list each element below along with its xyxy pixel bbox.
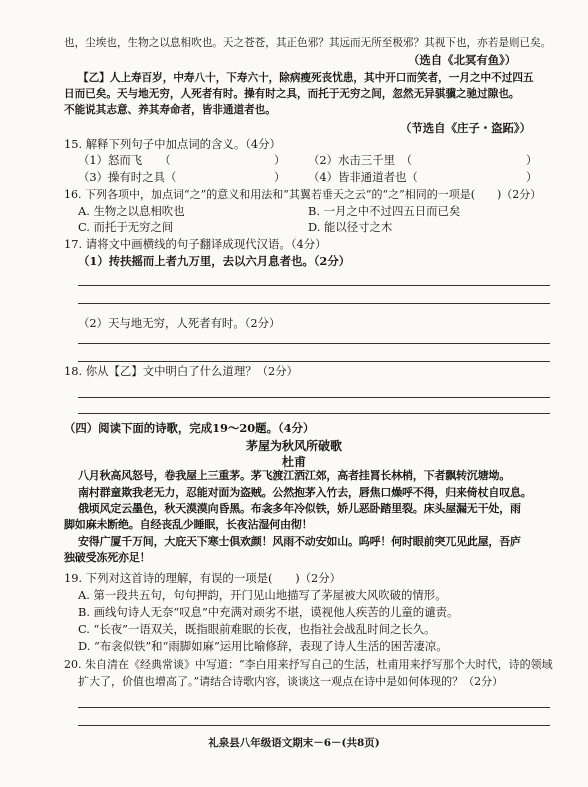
passage-a-line: 也，尘埃也，生物之以息相吹也。天之苍苍，其正色邪？其远而无所至极邪？其视下也，亦若是则已矣。 bbox=[64, 37, 552, 49]
q17-stem: 17. 请将文中画横线的句子翻译成现代汉语。（4分） bbox=[64, 237, 327, 251]
q16-option-b: B. 一月之中不过四五日而已矣 bbox=[308, 204, 461, 218]
poem-author: 杜甫 bbox=[281, 455, 306, 469]
q15-item-1: （1）怒而飞 （ bbox=[78, 153, 171, 167]
poem-line: 八月秋高风怒号，卷我屋上三重茅。茅飞渡江洒江郊，高者挂罥长林梢，下者飘转沉塘坳。 bbox=[78, 469, 510, 482]
passage-b-line: 不能说其志意、养其寿命者，皆非通道者也。 bbox=[64, 104, 276, 116]
q19-option-a: A. 第一段共五句，句句押韵，开门见山地描写了茅屋被大风吹破的情形。 bbox=[78, 588, 447, 602]
q16-stem: 16. 下列各项中，加点词“之”的意义和用法和“其翼若垂天之云”的“之”相同的一项是( )（2分） bbox=[64, 188, 542, 201]
answer-line[interactable] bbox=[78, 303, 550, 304]
poem-line: 脚如麻未断绝。自经丧乱少睡眠，长夜沾湿何由彻！ bbox=[64, 518, 313, 531]
q19-stem: 19. 下列对这首诗的理解，有误的一项是( )（2分） bbox=[64, 571, 342, 585]
answer-line[interactable] bbox=[78, 361, 550, 362]
q15-item-2: （2）水击三千里 （ bbox=[308, 153, 413, 167]
q15-item-4-close: ） bbox=[526, 170, 538, 184]
q18-stem: 18. 你从【乙】文中明白了什么道理？（2分） bbox=[64, 364, 299, 378]
q20-stem-line: 20. 朱自清在《经典常谈》中写道：“李白用来抒写自己的生活，杜甫用来抒写那个大时代，诗的领域 bbox=[64, 658, 553, 671]
answer-line[interactable] bbox=[78, 397, 550, 398]
section-4-heading: （四）阅读下面的诗歌，完成19～20题。（4分） bbox=[64, 421, 315, 435]
answer-line[interactable] bbox=[78, 707, 550, 708]
passage-b-line: 日而已矣。天与地无穷，人死者有时。操有时之具，而托于无穷之间，忽然无异骐骥之驰过隙也。 bbox=[64, 88, 520, 100]
q15-item-3: （3）操有时之具（ bbox=[78, 170, 177, 184]
answer-line[interactable] bbox=[78, 725, 550, 726]
q15-item-4: （4）皆非通道者也（ bbox=[308, 170, 418, 184]
answer-line[interactable] bbox=[78, 285, 550, 286]
poem-line: 安得广厦千万间，大庇天下寒士俱欢颜！风雨不动安如山。呜呼！何时眼前突兀见此屋，吾庐 bbox=[78, 535, 521, 548]
poem-title: 茅屋为秋风所破歌 bbox=[245, 439, 342, 453]
answer-line[interactable] bbox=[78, 413, 550, 414]
page-footer: 礼泉县八年级语文期末－6－(共8页) bbox=[208, 737, 380, 749]
q17-sub-1: （1）抟扶摇而上者九万里，去以六月息者也。（2分） bbox=[78, 254, 351, 268]
passage-b-line: 【乙】人上寿百岁，中寿八十，下寿六十，除病瘦死丧忧患，其中开口而笑者，一月之中不过四五 bbox=[78, 72, 534, 84]
passage-b-source: （节选自《庄子・盗跖》） bbox=[400, 121, 531, 135]
q16-option-a: A. 生物之以息相吹也 bbox=[78, 204, 185, 218]
q19-option-d: D. “布衾似铁”和“雨脚如麻”运用比喻修辞，表现了诗人生活的困苦凄凉。 bbox=[78, 639, 448, 653]
answer-line[interactable] bbox=[78, 343, 550, 344]
q15-item-1-close: ） bbox=[274, 153, 286, 167]
q20-stem-line: 扩大了，价值也增高了。”请结合诗歌内容，谈谈这一观点在诗中是如何体现的？（2分） bbox=[78, 675, 504, 688]
q16-option-d: D. 能以径寸之木 bbox=[308, 220, 393, 234]
q15-item-3-close: ） bbox=[274, 170, 286, 184]
poem-line: 南村群童欺我老无力，忍能对面为盗贼。公然抱茅入竹去，唇焦口燥呼不得，归来倚杖自叹息。 bbox=[78, 486, 532, 499]
passage-a-source: （选自《北冥有鱼》） bbox=[408, 53, 517, 67]
q19-option-b: B. 画线句诗人无奈“叹息”中充满对顽劣不堪，谟视他人疾苦的儿童的谴责。 bbox=[78, 605, 459, 619]
q16-option-c: C. 而托于无穷之间 bbox=[78, 220, 174, 234]
q15-item-2-close: ） bbox=[526, 153, 538, 167]
q15-stem: 15. 解释下列句子中加点词的含义。（4分） bbox=[64, 137, 281, 151]
poem-line: 俄顷风定云墨色，秋天漠漠向昏黑。布衾多年冷似铁，娇儿恶卧踏里裂。床头屋漏无干处，雨 bbox=[78, 502, 521, 515]
poem-line: 独破受冻死亦足！ bbox=[64, 551, 151, 564]
q17-sub-2: （2）天与地无穷，人死者有时。（2分） bbox=[78, 316, 281, 330]
q19-option-c: C. “长夜”一语双关，既指眼前难眠的长夜，也指社会战乱时间之长久。 bbox=[78, 622, 436, 636]
